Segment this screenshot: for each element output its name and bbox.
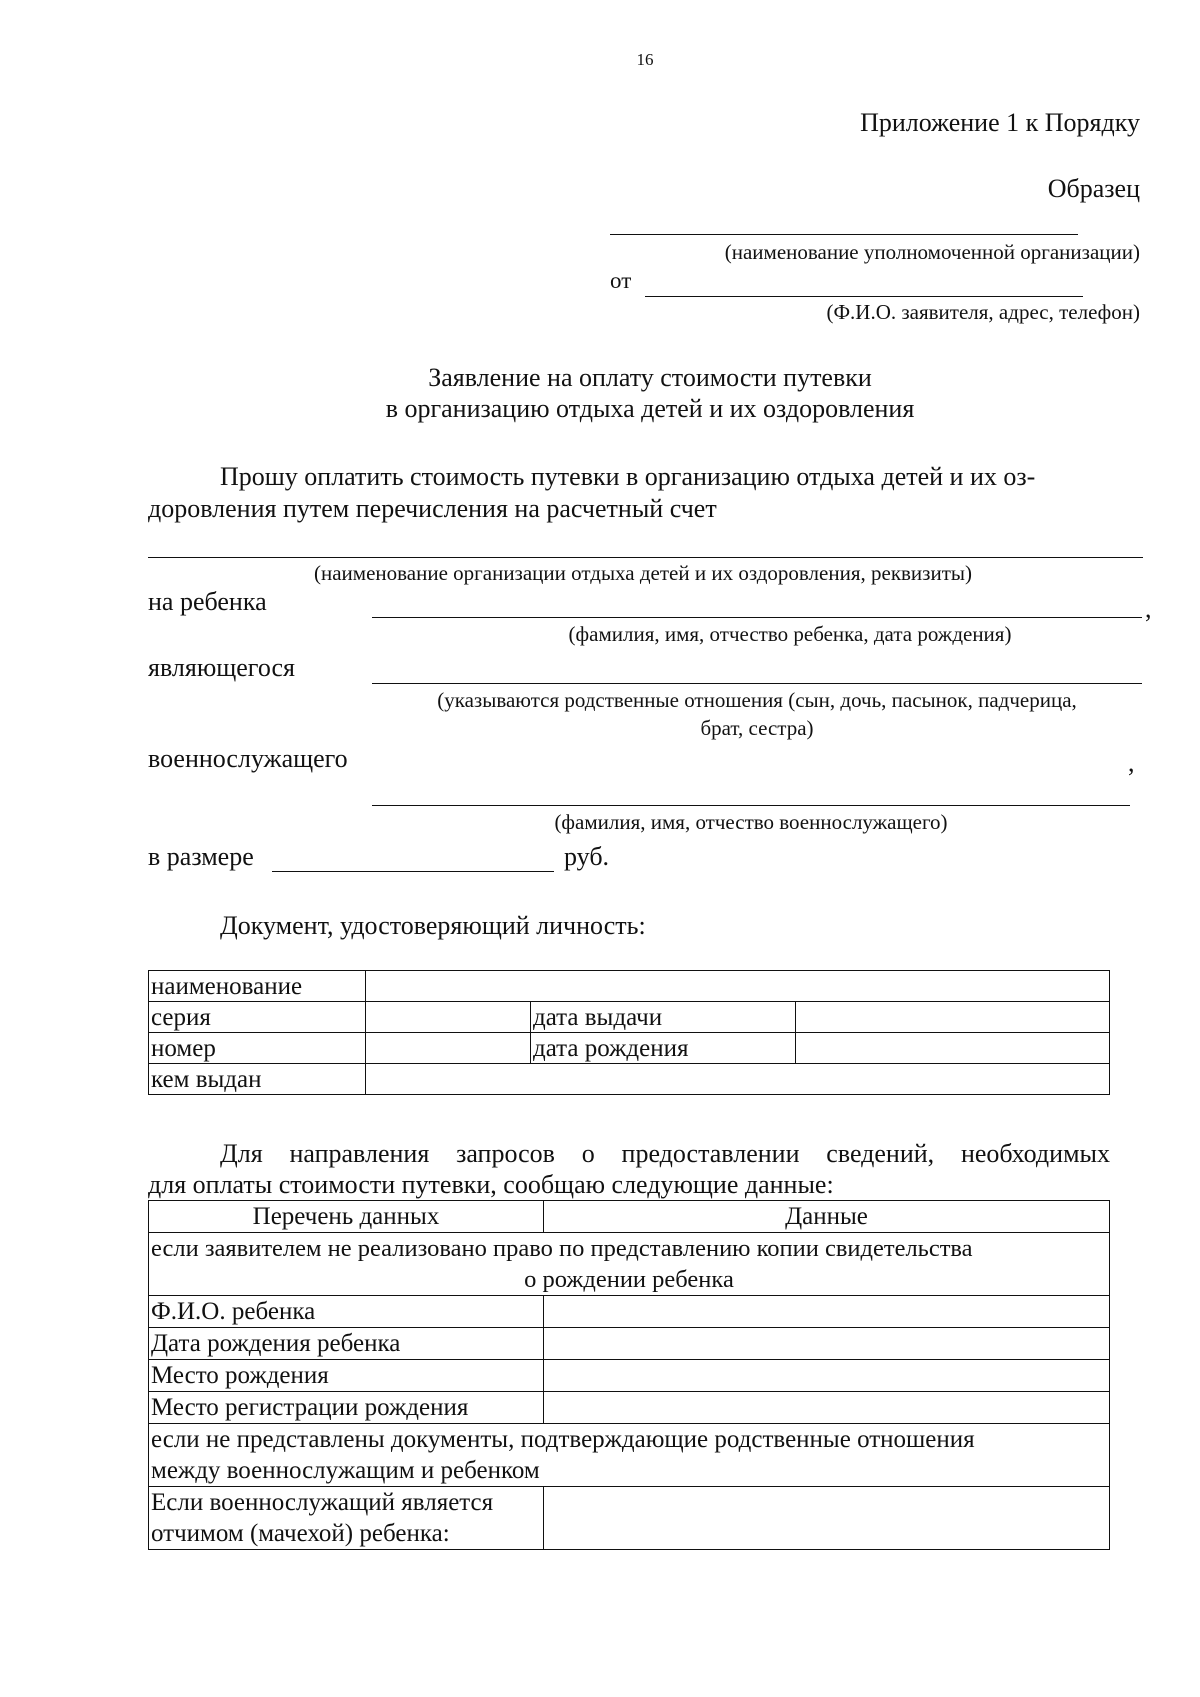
request-paragraph-line-1: Прошу оплатить стоимость путевки в организацию отдыха детей и их оз- <box>220 462 1036 491</box>
serviceman-comma: , <box>1128 748 1135 777</box>
title-line-2: в организацию отдыха детей и их оздоровления <box>385 394 915 423</box>
id-birth-date-label: дата рождения <box>531 1033 796 1064</box>
stepparent-line-2: отчимом (мачехой) ребенка: <box>151 1520 450 1547</box>
recreation-org-caption: (наименование организации отдыха детей и их оздоровления, реквизиты) <box>314 561 972 585</box>
child-comma: , <box>1145 594 1152 623</box>
id-number-label: номер <box>149 1033 366 1064</box>
id-document-heading: Документ, удостоверяющий личность: <box>220 911 646 940</box>
table-row <box>149 1296 1110 1328</box>
id-issue-date-label: дата выдачи <box>531 1002 796 1033</box>
column-header-data: Данные <box>544 1201 1110 1233</box>
table-row <box>149 971 1110 1002</box>
table-row <box>149 1201 1110 1233</box>
applicant-line[interactable] <box>645 296 1083 297</box>
amount-line[interactable] <box>272 871 554 872</box>
serviceman-line[interactable] <box>372 805 1130 806</box>
child-line[interactable] <box>372 617 1142 618</box>
document-title <box>150 362 1150 424</box>
title-line-1: Заявление на оплату стоимости путевки <box>428 363 872 392</box>
row-label-birth-registration: Место регистрации рождения <box>149 1392 544 1424</box>
child-label: на ребенка <box>148 587 267 616</box>
relation-caption <box>372 686 1142 742</box>
table-row <box>149 1064 1110 1095</box>
section-2-line-1: если не представлены документы, подтверждающие родственные отношения <box>151 1426 975 1453</box>
recreation-org-line[interactable] <box>148 557 1143 558</box>
birth-place-cell[interactable] <box>544 1360 1110 1392</box>
table-row <box>149 1233 1110 1296</box>
table-row <box>149 1487 1110 1550</box>
id-name-cell[interactable] <box>366 971 1110 1002</box>
id-issued-by-cell[interactable] <box>366 1064 1110 1095</box>
table-row <box>149 1392 1110 1424</box>
row-label-stepparent <box>149 1487 544 1550</box>
id-series-label: серия <box>149 1002 366 1033</box>
requests-line-2: для оплаты стоимости путевки, сообщаю следующие данные: <box>148 1170 834 1199</box>
page-number: 16 <box>636 50 654 69</box>
relation-label: являющегося <box>148 653 295 682</box>
relation-line[interactable] <box>372 683 1142 684</box>
id-document-table <box>148 970 1110 1095</box>
birth-registration-cell[interactable] <box>544 1392 1110 1424</box>
serviceman-label: военнослужащего <box>148 744 348 773</box>
table-row <box>149 1424 1110 1487</box>
relation-caption-line-1: (указываются родственные отношения (сын, дочь, пасынок, падчерица, <box>437 688 1077 712</box>
stepparent-cell[interactable] <box>544 1487 1110 1550</box>
id-name-label: наименование <box>149 971 366 1002</box>
amount-unit: руб. <box>564 842 610 871</box>
sample-label: Образец <box>1047 174 1140 203</box>
org-name-caption: (наименование уполномоченной организации) <box>724 240 1140 264</box>
appendix-label: Приложение 1 к Порядку <box>860 108 1140 137</box>
section-1-line-1: если заявителем не реализовано право по представлению копии свидетельства <box>151 1235 973 1262</box>
row-label-child-name: Ф.И.О. ребенка <box>149 1296 544 1328</box>
serviceman-caption: (фамилия, имя, отчество военнослужащего) <box>554 810 948 834</box>
table-row <box>149 1002 1110 1033</box>
requests-line-1: Для направления запросов о предоставлении сведений, необходимых <box>220 1139 1110 1168</box>
row-label-child-birth: Дата рождения ребенка <box>149 1328 544 1360</box>
id-number-cell[interactable] <box>366 1033 531 1064</box>
id-birth-date-cell[interactable] <box>796 1033 1110 1064</box>
relation-caption-line-2: брат, сестра) <box>700 716 814 740</box>
section-2-line-2: между военнослужащим и ребенком <box>151 1457 540 1484</box>
section-relationship <box>149 1424 1110 1487</box>
applicant-caption: (Ф.И.О. заявителя, адрес, телефон) <box>826 300 1140 324</box>
table-row <box>149 1033 1110 1064</box>
id-series-cell[interactable] <box>366 1002 531 1033</box>
request-paragraph-line-2: доровления путем перечисления на расчетный счет <box>148 494 717 523</box>
section-1-line-2: о рождении ребенка <box>524 1266 734 1293</box>
table-row <box>149 1328 1110 1360</box>
amount-label: в размере <box>148 842 254 871</box>
from-label: от <box>610 268 632 293</box>
child-birth-cell[interactable] <box>544 1328 1110 1360</box>
data-table <box>148 1200 1110 1550</box>
stepparent-line-1: Если военнослужащий является <box>151 1489 494 1516</box>
section-birth-certificate <box>149 1233 1110 1296</box>
id-issue-date-cell[interactable] <box>796 1002 1110 1033</box>
org-name-line[interactable] <box>610 234 1078 235</box>
row-label-birth-place: Место рождения <box>149 1360 544 1392</box>
table-row <box>149 1360 1110 1392</box>
id-issued-by-label: кем выдан <box>149 1064 366 1095</box>
child-name-cell[interactable] <box>544 1296 1110 1328</box>
column-header-list: Перечень данных <box>149 1201 544 1233</box>
child-caption: (фамилия, имя, отчество ребенка, дата рождения) <box>568 622 1012 646</box>
